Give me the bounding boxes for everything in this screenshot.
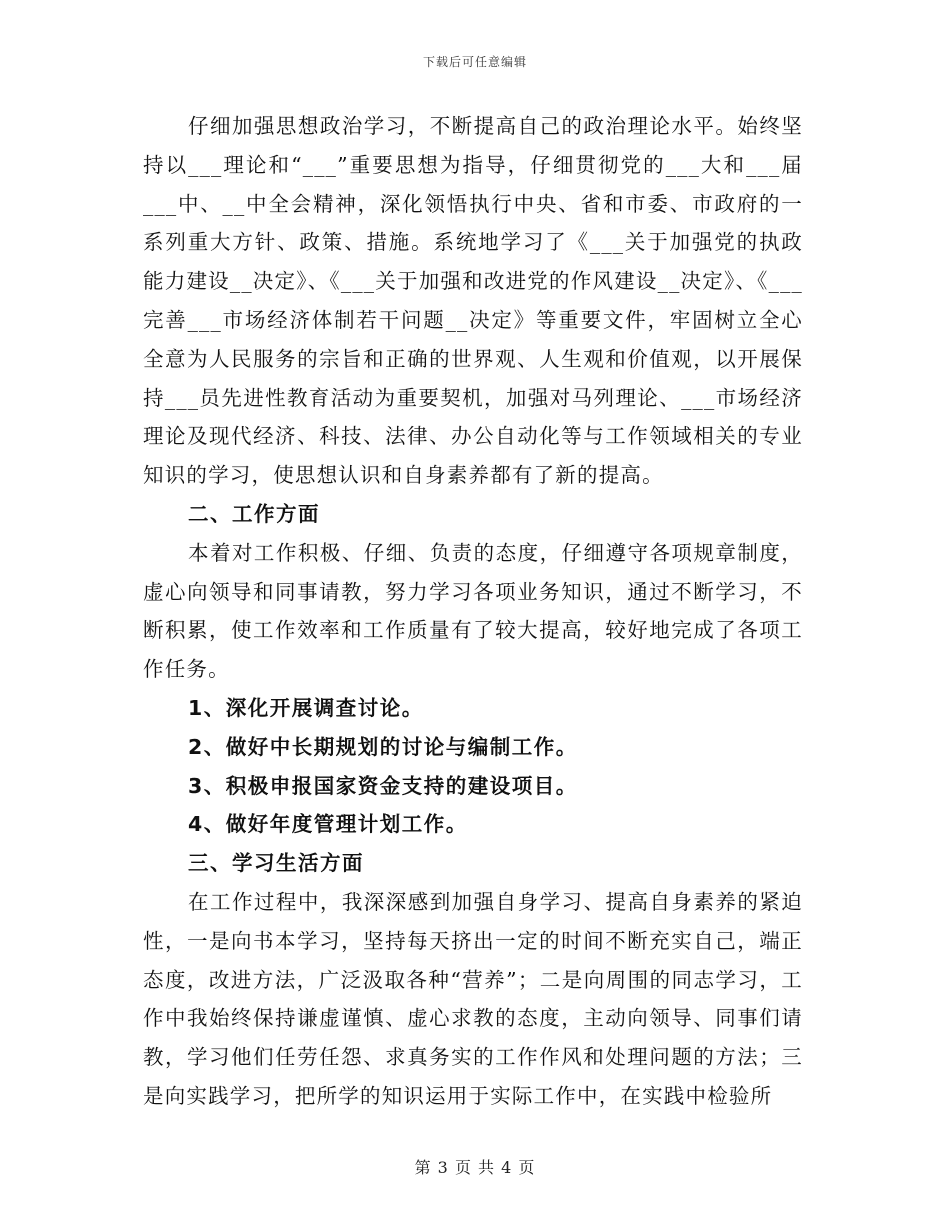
page-header: 下载后可任意编辑 xyxy=(422,55,527,69)
document-body xyxy=(143,107,803,1116)
page-number: 第 3 页 共 4 页 xyxy=(414,1158,536,1177)
section-heading-study-life: 三、学习生活方面 xyxy=(188,851,364,876)
section-heading-work: 二、工作方面 xyxy=(188,501,320,526)
list-item-3: 3、积极申报国家资金支持的建设项目。 xyxy=(188,773,578,798)
list-item-1: 1、深化开展调查讨论。 xyxy=(188,695,424,720)
paragraph-political-study: 仔细加强思想政治学习，不断提高自己的政治理论水平。始终坚持以___理论和“___”重要思想为指导，仔细贯彻党的___大和___届___中、__中全会精神，深化领悟执行中央、省和市委、市政府的一系列重大方针、政策、措施。系统地学习了《___关于加强党的执政能力建设__决定》、《___关于加强和改进党的作风建设__决定》、《___完善___市场经济体制若干问题__决定》等重要文件，牢固树立全心全意为人民服务的宗旨和正确的世界观、人生观和价值观，以开展保持___员先进性教育活动为重要契机，加强对马列理论、___市场经济理论及现代经济、科技、法律、办公自动化等与工作领域相关的专业知识的学习，使思想认识和自身素养都有了新的提高。 xyxy=(143,114,803,488)
list-item-4: 4、做好年度管理计划工作。 xyxy=(188,812,468,837)
list-item-2: 2、做好中长期规划的讨论与编制工作。 xyxy=(188,734,578,759)
paragraph-work: 本着对工作积极、仔细、负责的态度，仔细遵守各项规章制度，虚心向领导和同事请教，努力学习各项业务知识，通过不断学习，不断积累，使工作效率和工作质量有了较大提高，较好地完成了各项工作任务。 xyxy=(143,540,803,682)
paragraph-study-life: 在工作过程中，我深深感到加强自身学习、提高自身素养的紧迫性，一是向书本学习，坚持每天挤出一定的时间不断充实自己，端正态度，改进方法，广泛汲取各种“营养”；二是向周围的同志学习，工作中我始终保持谦虚谨慎、虚心求教的态度，主动向领导、同事们请教，学习他们任劳任怨、求真务实的工作作风和处理问题的方法；三是向实践学习，把所学的知识运用于实际工作中，在实践中检验所 xyxy=(143,889,803,1108)
